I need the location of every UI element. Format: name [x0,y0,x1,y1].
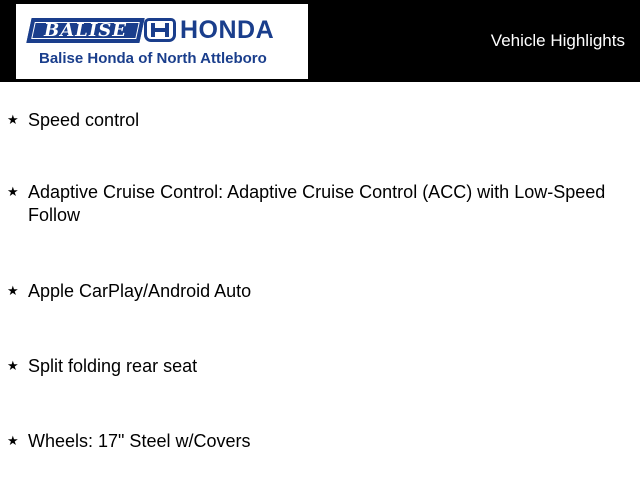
highlight-text: Split folding rear seat [28,356,198,376]
star-icon: ★ [7,433,19,448]
list-item [7,430,607,453]
list-item [7,280,607,303]
balise-badge-text: BALISE [44,20,127,41]
page-title: Vehicle Highlights [490,31,625,50]
highlight-text: Apple CarPlay/Android Auto [28,281,252,301]
highlight-text: Adaptive Cruise Control: Adaptive Cruise Control (ACC) with Low-Speed Follow [28,182,606,225]
star-icon: ★ [7,184,19,199]
star-icon: ★ [7,358,19,373]
honda-wordmark: HONDA [180,16,275,44]
list-item [7,181,607,227]
list-item [7,109,607,132]
star-icon: ★ [7,283,19,298]
honda-h-icon [144,18,176,42]
star-icon: ★ [7,112,19,127]
header-bar [0,0,640,82]
highlight-text: Speed control [28,110,140,130]
dealer-logo[interactable] [16,4,308,79]
highlight-text: Wheels: 17" Steel w/Covers [28,431,251,451]
list-item [7,355,607,378]
dealer-name: Balise Honda of North Attleboro [39,50,267,67]
